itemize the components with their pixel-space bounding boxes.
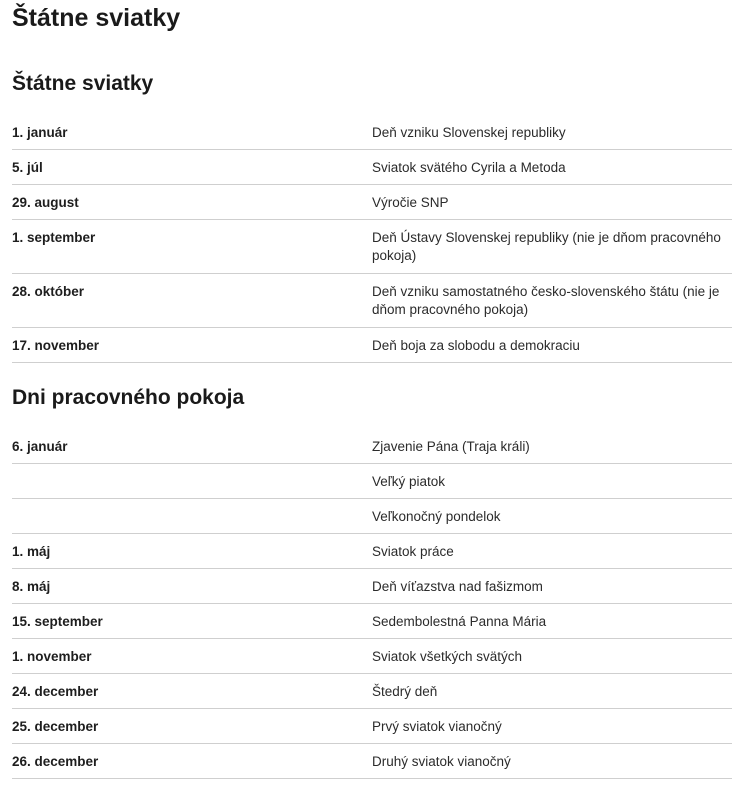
holiday-date: 6. január <box>12 429 372 464</box>
holiday-name: Prvý sviatok vianočný <box>372 709 732 744</box>
table-row <box>12 274 732 328</box>
table-row <box>12 569 732 604</box>
holiday-name: Sviatok svätého Cyrila a Metoda <box>372 150 732 185</box>
holiday-name: Deň boja za slobodu a demokraciu <box>372 328 732 363</box>
table-row <box>12 604 732 639</box>
holiday-date: 1. máj <box>12 534 372 569</box>
holiday-name: Štedrý deň <box>372 674 732 709</box>
holiday-name: Druhý sviatok vianočný <box>372 744 732 779</box>
holiday-date: 1. september <box>12 220 372 274</box>
holiday-name: Deň vzniku samostatného česko-slovenského štátu (nie je dňom pracovného pokoja) <box>372 274 732 328</box>
holiday-name: Deň vzniku Slovenskej republiky <box>372 115 732 150</box>
table-row <box>12 220 732 274</box>
table-row <box>12 499 732 534</box>
holiday-name: Výročie SNP <box>372 185 732 220</box>
holiday-date: 15. september <box>12 604 372 639</box>
table-row <box>12 639 732 674</box>
holiday-date: 8. máj <box>12 569 372 604</box>
holiday-date: 5. júl <box>12 150 372 185</box>
holiday-name: Veľkonočný pondelok <box>372 499 732 534</box>
holiday-date: 25. december <box>12 709 372 744</box>
holiday-name: Zjavenie Pána (Traja králi) <box>372 429 732 464</box>
holiday-date: 1. november <box>12 639 372 674</box>
holiday-name: Veľký piatok <box>372 464 732 499</box>
holiday-name: Deň víťazstva nad fašizmom <box>372 569 732 604</box>
table-row <box>12 534 732 569</box>
table-row <box>12 328 732 363</box>
table-row <box>12 150 732 185</box>
table-row <box>12 185 732 220</box>
section-title-days-off: Dni pracovného pokoja <box>12 386 245 409</box>
holiday-date: 29. august <box>12 185 372 220</box>
holiday-date <box>12 464 372 499</box>
page-title: Štátne sviatky <box>12 4 181 32</box>
state-holidays-table <box>12 115 732 363</box>
table-row <box>12 744 732 779</box>
table-row <box>12 429 732 464</box>
holiday-name: Deň Ústavy Slovenskej republiky (nie je dňom pracovného pokoja) <box>372 220 732 274</box>
holiday-date: 24. december <box>12 674 372 709</box>
table-row <box>12 709 732 744</box>
holiday-name: Sviatok práce <box>372 534 732 569</box>
holiday-date: 1. január <box>12 115 372 150</box>
days-off-table <box>12 429 732 779</box>
table-row <box>12 115 732 150</box>
holiday-date: 28. október <box>12 274 372 328</box>
holiday-date: 17. november <box>12 328 372 363</box>
table-row <box>12 464 732 499</box>
section-title-state-holidays: Štátne sviatky <box>12 72 154 95</box>
holiday-name: Sviatok všetkých svätých <box>372 639 732 674</box>
holiday-date <box>12 499 372 534</box>
holiday-name: Sedembolestná Panna Mária <box>372 604 732 639</box>
holiday-date: 26. december <box>12 744 372 779</box>
table-row <box>12 674 732 709</box>
